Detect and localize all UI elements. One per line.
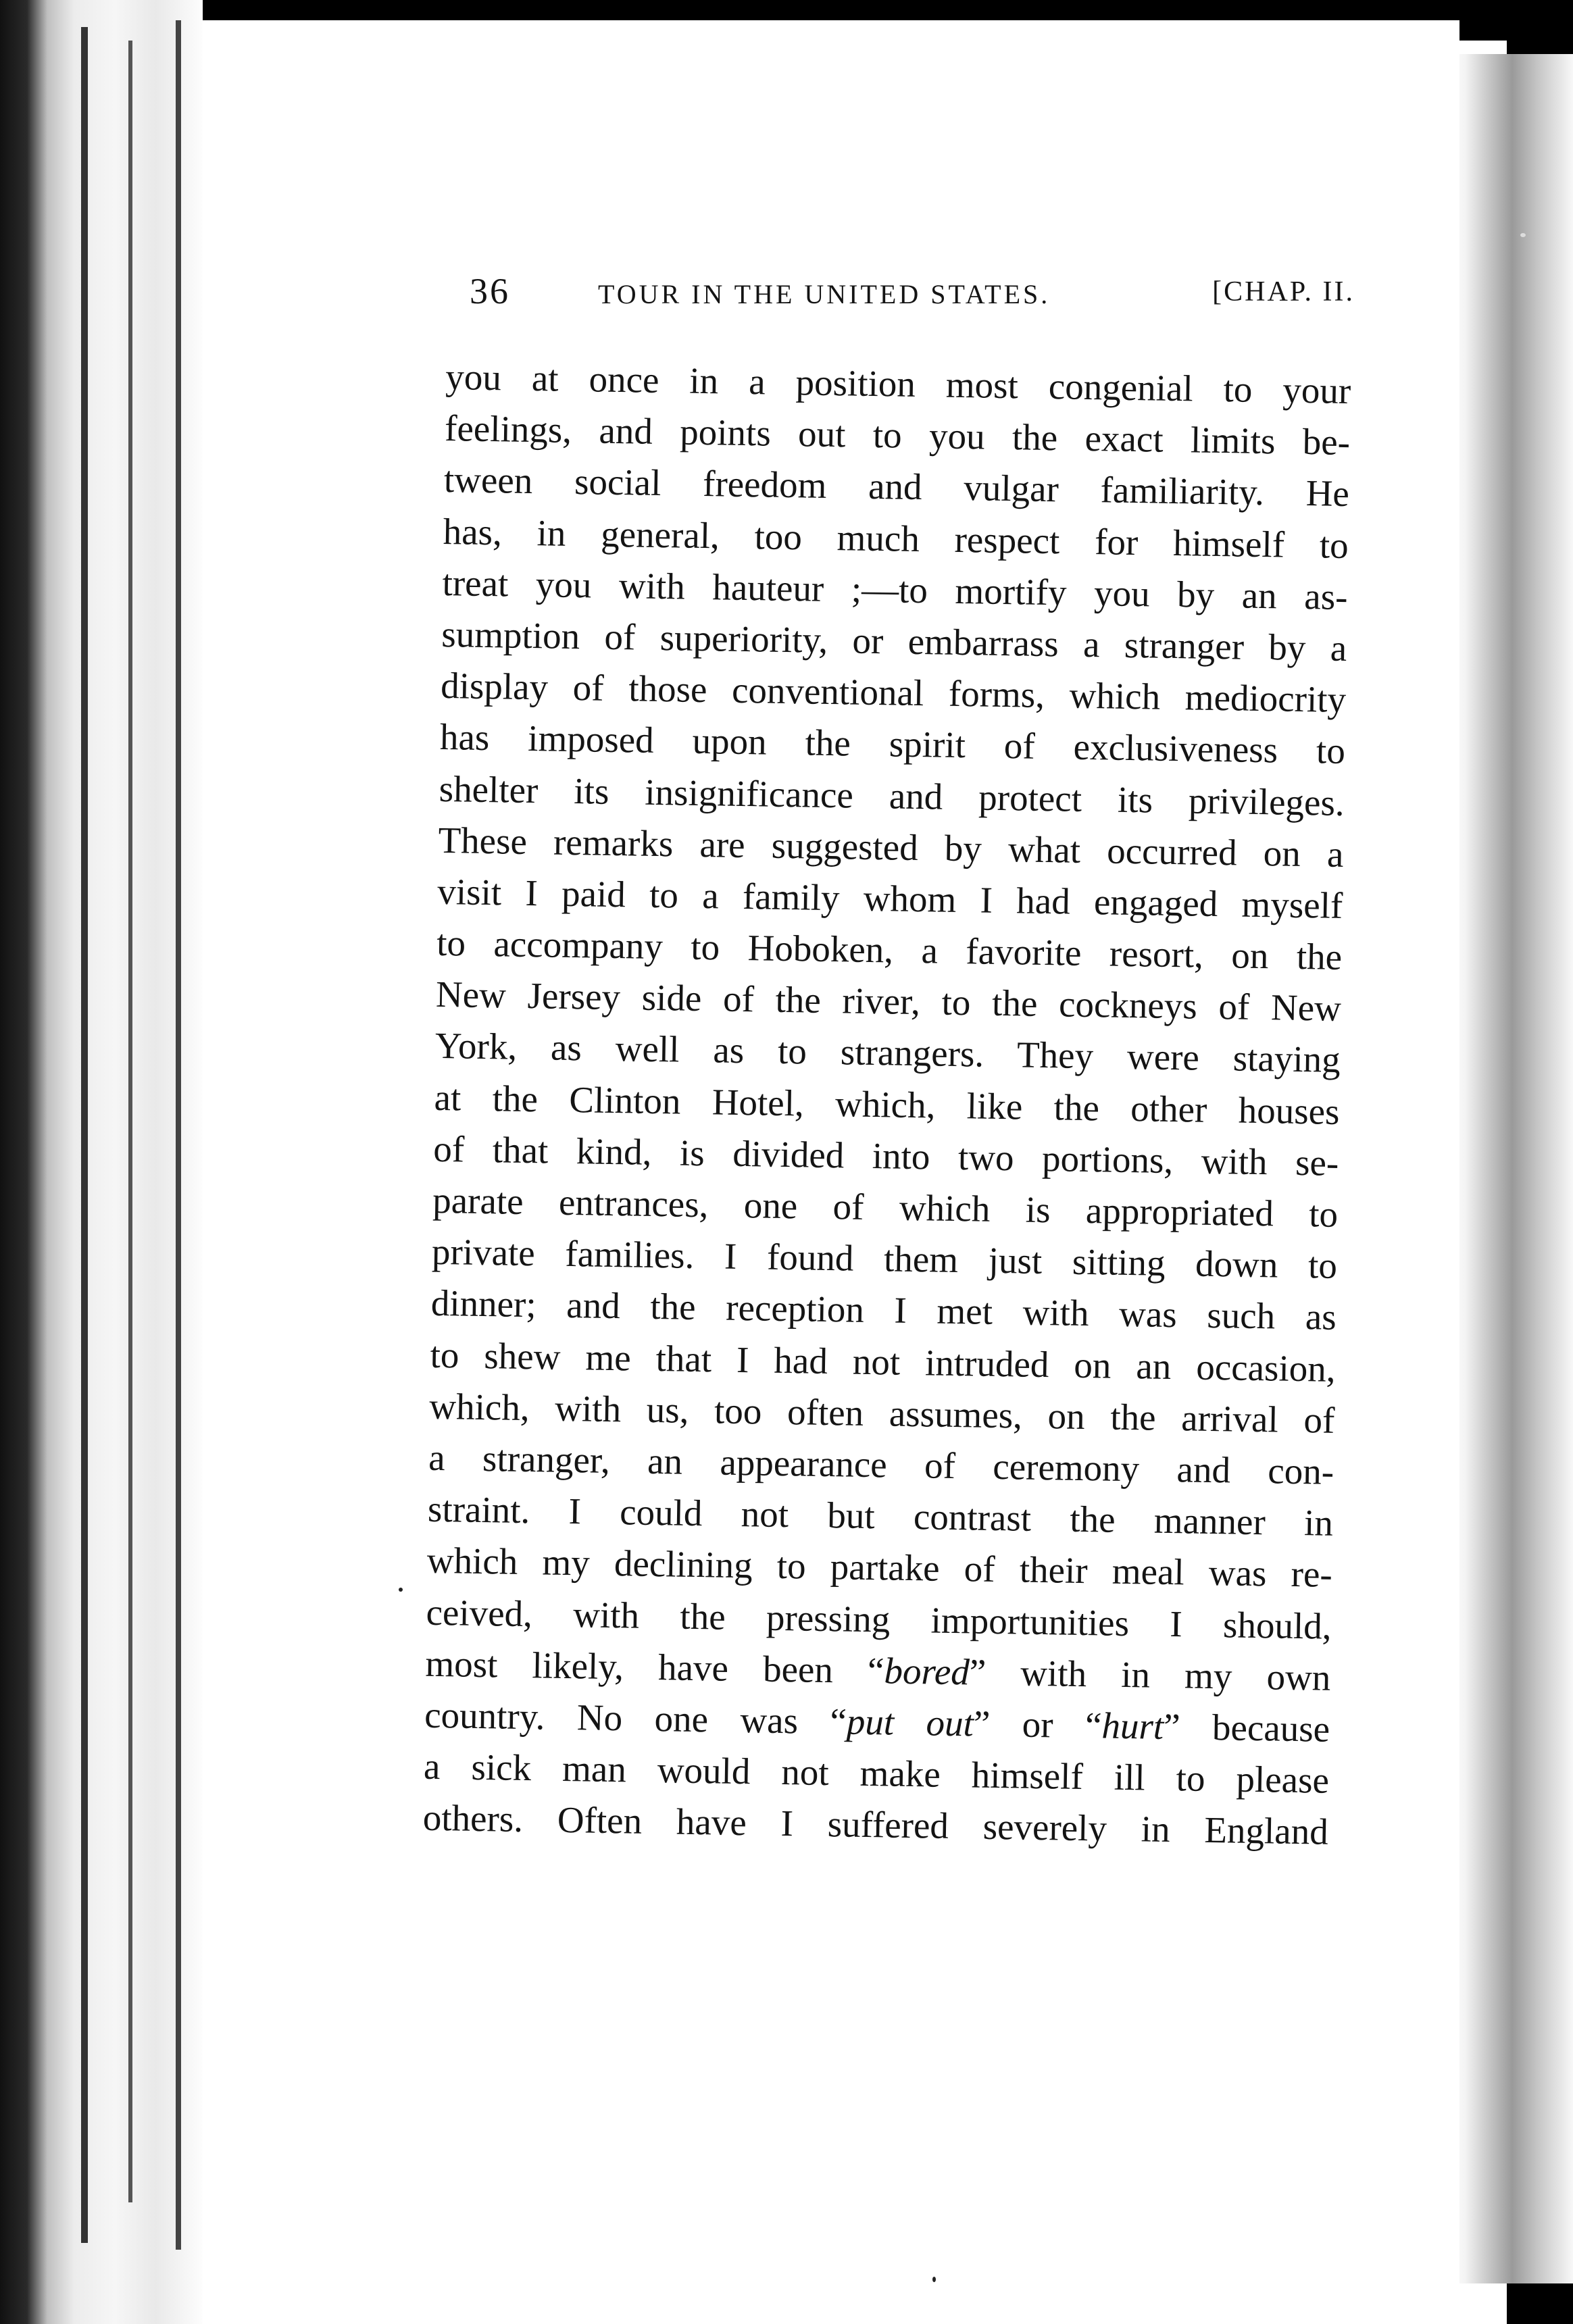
quote-mark: ” bbox=[973, 1702, 991, 1744]
text-line: feelings, and points out to you the exact limits be- bbox=[444, 407, 1351, 463]
scan-speck bbox=[1520, 233, 1526, 237]
running-title: TOUR IN THE UNITED STATES. bbox=[598, 279, 1051, 309]
text-line: has, in general, too much respect for himself to bbox=[443, 510, 1349, 566]
quote-mark: ” bbox=[969, 1651, 987, 1693]
chapter-marker: [CHAP. II. bbox=[1212, 276, 1355, 307]
scan-speck bbox=[399, 1588, 403, 1592]
text-run: because bbox=[1180, 1706, 1330, 1750]
text-line: private families. I found them just sitting down to bbox=[431, 1231, 1338, 1287]
page-stack-line bbox=[176, 20, 181, 2250]
quote-mark: “ bbox=[830, 1700, 847, 1742]
page-stack-line bbox=[81, 27, 88, 2243]
quote-mark: “ bbox=[1084, 1704, 1103, 1746]
book-spine-edge bbox=[0, 0, 203, 2324]
text-line: a sick man would not make himself ill to please bbox=[423, 1745, 1330, 1801]
text-line: sumption of superiority, or embarrass a stranger by a bbox=[441, 613, 1347, 669]
text-run: country. No one was bbox=[424, 1694, 830, 1742]
text-run: with in my own bbox=[985, 1651, 1331, 1698]
text-line: New Jersey side of the river, to the cockneys of New bbox=[435, 974, 1342, 1030]
text-line: York, as well as to strangers. They were staying bbox=[434, 1025, 1341, 1081]
text-line: tween social freedom and vulgar familiarity. He bbox=[443, 459, 1350, 515]
text-run: most likely, have been bbox=[425, 1642, 868, 1691]
text-line: to shew me that I had not intruded on an occasion, bbox=[430, 1334, 1336, 1390]
body-text bbox=[422, 351, 1351, 1858]
text-line: has imposed upon the spirit of exclusiveness to bbox=[439, 716, 1346, 772]
italic-word: put out bbox=[846, 1700, 974, 1744]
page-stack-line bbox=[128, 41, 132, 2202]
quote-mark: “ bbox=[867, 1649, 884, 1692]
text-line: others. Often have I suffered severely in England bbox=[422, 1796, 1329, 1853]
text-line: to accompany to Hoboken, a favorite resort, on the bbox=[436, 921, 1343, 978]
text-line: visit I paid to a family whom I had engaged myself bbox=[436, 870, 1343, 926]
text-line: These remarks are suggested by what occurred on a bbox=[438, 819, 1344, 875]
running-header bbox=[470, 270, 1355, 324]
text-line: which my declining to partake of their meal was re- bbox=[426, 1540, 1333, 1596]
text-line: you at once in a position most congenial to your bbox=[445, 355, 1351, 412]
text-line: a stranger, an appearance of ceremony and con- bbox=[428, 1436, 1334, 1492]
text-line: straint. I could not but contrast the manner in bbox=[427, 1488, 1334, 1544]
text-line: treat you with hauteur ;—to mortify you by an as- bbox=[442, 561, 1348, 617]
text-line: ceived, with the pressing importunities I should, bbox=[426, 1591, 1332, 1647]
italic-word: hurt bbox=[1101, 1704, 1164, 1747]
scan-speck bbox=[932, 2277, 936, 2282]
text-line: dinner; and the reception I met with was such as bbox=[430, 1282, 1337, 1338]
text-line: parate entrances, one of which is appropriated to bbox=[432, 1179, 1339, 1235]
italic-word: bored bbox=[884, 1650, 970, 1693]
text-line: of that kind, is divided into two portions, with se- bbox=[432, 1128, 1339, 1184]
text-line: at the Clinton Hotel, which, like the other houses bbox=[434, 1076, 1340, 1132]
quote-mark: ” bbox=[1163, 1705, 1181, 1748]
text-run: or bbox=[989, 1702, 1086, 1746]
page-number: 36 bbox=[470, 271, 510, 311]
text-line: display of those conventional forms, which mediocrity bbox=[440, 665, 1347, 721]
text-line: shelter its insignificance and protect its privileges. bbox=[439, 767, 1345, 824]
text-line: which, with us, too often assumes, on the arrival of bbox=[428, 1385, 1335, 1441]
